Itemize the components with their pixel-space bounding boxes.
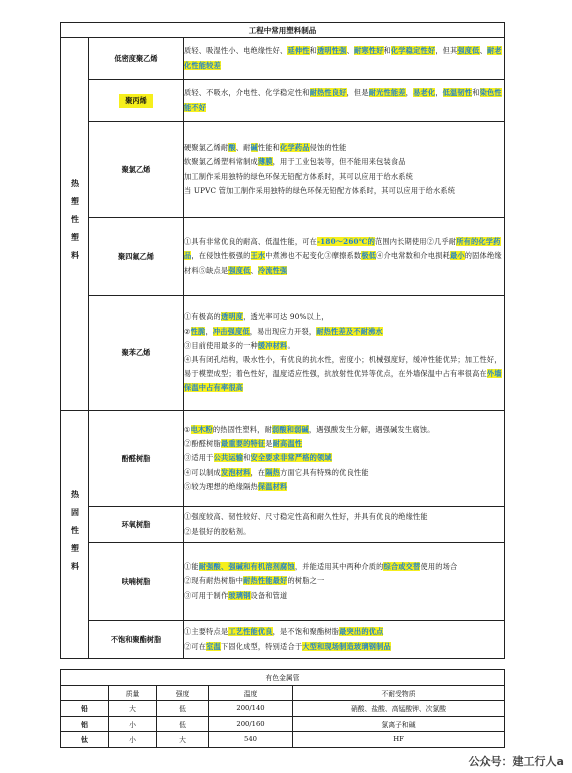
- desc-paragraph: [184, 353, 504, 396]
- desc-text: ②现有耐热树脂中: [184, 576, 244, 586]
- material-name: 聚四氟乙烯: [89, 218, 184, 296]
- desc-text: 和: [472, 88, 480, 98]
- table-cell: 大: [157, 732, 209, 748]
- highlighted-text: 透明性强: [317, 46, 347, 56]
- highlighted-text: 染色性能不好: [184, 88, 502, 112]
- desc-text: ②是很好的胶粘剂。: [184, 526, 251, 536]
- highlighted-text: 所有的化学药品: [184, 237, 501, 261]
- highlighted-text: 室温: [206, 641, 221, 651]
- highlighted-text: 保温材料: [257, 481, 288, 491]
- highlighted-text: -180～260℃的: [316, 237, 375, 247]
- metal-name: 铝: [61, 716, 109, 732]
- desc-text: ，在: [250, 467, 266, 477]
- desc-text: 和: [243, 453, 251, 463]
- metal-name: 钛: [61, 732, 109, 748]
- desc-paragraph: [184, 423, 504, 437]
- header-cell: 质量: [109, 685, 157, 701]
- highlighted-text: 耐光性能差: [368, 88, 406, 98]
- desc-text: 下固化成型，特别适合于: [220, 641, 303, 651]
- desc-text: 、: [479, 46, 487, 56]
- desc-paragraph: [184, 640, 504, 654]
- highlighted-text: 耐寒性好: [353, 46, 384, 56]
- desc-text: ④介电常数和介电损耗: [376, 251, 450, 261]
- table-row: [61, 732, 505, 748]
- desc-text: ③目前使用最多的一种: [184, 340, 258, 350]
- desc-text: ②可在: [184, 641, 207, 651]
- desc-text: 和: [383, 46, 391, 56]
- desc-text: 和: [309, 46, 317, 56]
- table-row: [61, 716, 505, 732]
- desc-text: 方面它具有特殊的优良性能: [280, 467, 369, 477]
- material-name: 不饱和聚酯树脂: [89, 621, 184, 659]
- desc-paragraph: [184, 325, 504, 339]
- material-name: 低密度聚乙烯: [89, 38, 184, 80]
- desc-paragraph: [184, 235, 504, 278]
- desc-text: 的热固性塑料，耐: [212, 424, 272, 434]
- highlighted-text: 耐热性能最好: [243, 576, 288, 586]
- table-cell: 低: [157, 716, 209, 732]
- desc-paragraph: [184, 466, 504, 480]
- desc-text: ⑤较为理想的绝缘隔热: [184, 481, 258, 491]
- material-name: 聚苯乙烯: [89, 296, 184, 411]
- material-name: [89, 80, 184, 122]
- desc-paragraph: [184, 437, 504, 451]
- material-name: 呋喃树脂: [89, 543, 184, 621]
- desc-paragraph: [184, 44, 504, 72]
- desc-text: 侵蚀的性能: [309, 143, 347, 153]
- desc-text: ③适用于: [184, 453, 214, 463]
- highlighted-text: 安全要求非常严格的领域: [250, 453, 332, 463]
- desc-text: ，用于工业包装等，但不能用来包装食品: [272, 157, 406, 167]
- table-cell: 硝酸、盐酸、高锰酸钾、次氯酸: [293, 701, 505, 717]
- highlighted-text: 最突出的优点: [339, 627, 384, 637]
- header-cell: [61, 685, 109, 701]
- material-name: 聚氯乙烯: [89, 122, 184, 218]
- watermark: 公众号：建工行人a: [468, 755, 564, 768]
- highlighted-text: 强度低: [228, 265, 251, 275]
- highlighted-text: 玻璃钢: [228, 590, 251, 600]
- category-thermoplastic: 热塑性塑料: [61, 38, 89, 411]
- highlighted-text: 外墙保温中占有率很高: [184, 369, 502, 393]
- desc-text: 质轻、吸湿性小、电绝缘性好、: [184, 46, 288, 56]
- desc-paragraph: [184, 310, 504, 324]
- desc-text: 、: [250, 265, 258, 275]
- desc-text: ①: [184, 424, 191, 434]
- highlighted-text: 耐强酸、强碱和有机溶剂腐蚀: [198, 562, 295, 572]
- desc-text: 的树脂之一: [287, 576, 325, 586]
- highlighted-text: 最小: [450, 251, 465, 261]
- desc-paragraph: [184, 480, 504, 494]
- highlighted-text: 耐老化性能较差: [184, 46, 502, 70]
- table-cell: 200/160: [209, 716, 293, 732]
- material-desc: [184, 80, 505, 122]
- material-name: 酚醛树脂: [89, 411, 184, 507]
- table-title: 工程中常用塑料制品: [61, 23, 505, 38]
- desc-text: ①能: [184, 562, 199, 572]
- material-desc: [184, 621, 505, 659]
- table-cell: 低: [157, 701, 209, 717]
- highlighted-text: 耐热性差及不耐沸水: [316, 326, 383, 336]
- highlighted-text: 耐热性良好: [309, 88, 347, 98]
- metal-table-title: 有色金属管: [61, 670, 505, 686]
- material-desc: [184, 296, 505, 411]
- desc-text: ，: [205, 326, 213, 336]
- desc-text: ，: [405, 88, 414, 98]
- desc-text: ，易出现应力开裂，: [249, 326, 317, 336]
- highlighted-text: 化学稳定性好: [390, 46, 436, 56]
- plastics-table: [60, 22, 505, 659]
- highlighted-text: 耐高温性: [272, 439, 303, 449]
- material-desc: [184, 218, 505, 296]
- desc-text: 质轻、不吸水，介电性、化学稳定性和: [184, 88, 310, 98]
- highlighted-text: 碱: [250, 143, 258, 153]
- desc-text: 是: [265, 439, 273, 449]
- highlighted-text: 电木粉: [190, 424, 213, 434]
- highlighted-text: 王水: [250, 251, 266, 261]
- desc-text: 范围内长期使用②几乎耐: [374, 237, 457, 247]
- desc-paragraph: [184, 451, 504, 465]
- table-row: [61, 701, 505, 717]
- desc-text: ，并能适用其中两种介质的: [294, 562, 384, 572]
- desc-paragraph: [184, 155, 504, 169]
- desc-paragraph: [184, 574, 504, 588]
- highlighted-text: 缓冲材料: [257, 340, 288, 350]
- desc-text: 设备和管道: [250, 590, 288, 600]
- desc-paragraph: [184, 184, 504, 198]
- highlighted-text: 低温韧性: [442, 88, 473, 98]
- desc-text: ，但是: [346, 88, 369, 98]
- header-cell: 温度: [209, 685, 293, 701]
- table-cell: 小: [109, 716, 157, 732]
- desc-paragraph: [184, 510, 504, 524]
- desc-paragraph: [184, 86, 504, 114]
- highlighted-text: 延伸性: [287, 46, 310, 56]
- highlighted-text: 透明度: [220, 312, 244, 322]
- highlighted-text: 公共运输: [213, 453, 244, 463]
- desc-text: ①有极高的: [184, 312, 221, 322]
- desc-text: 硬聚氯乙烯耐: [184, 143, 229, 153]
- desc-text: 加工制作采用独特的绿色环保无铅配方体系时，其可以应用于给水系统: [184, 171, 414, 181]
- desc-text: ②: [184, 326, 191, 336]
- desc-text: 的固体绝缘材料⑤缺点是: [184, 251, 502, 275]
- highlighted-text: 薄膜: [257, 157, 273, 167]
- desc-text: ，在侵蚀性极强的: [191, 251, 251, 261]
- highlighted-text: 弱酸和弱碱: [271, 424, 309, 434]
- material-desc: [184, 543, 505, 621]
- metal-name: 铅: [61, 701, 109, 717]
- desc-paragraph: [184, 141, 504, 155]
- table-cell: 200/140: [209, 701, 293, 717]
- desc-paragraph: [184, 339, 504, 353]
- highlighted-text: 化学药品: [280, 143, 310, 153]
- highlighted-text: 发泡材料: [220, 467, 251, 477]
- highlighted-text: 冷流性强: [257, 265, 288, 275]
- desc-text: ④具有闭孔结构，吸水性小，有优良的抗水性，密度小；机械强度好，缓冲性能优异；加工性好，易于模塑成型；着色性好，温度适应性强，抗放射性优异等优点，在外墙保温中占有率很高在: [184, 355, 502, 379]
- desc-text: ，: [435, 88, 443, 98]
- desc-text: ①主要特点是: [184, 627, 229, 637]
- table-cell: 氯离子和碱: [293, 716, 505, 732]
- desc-paragraph: [184, 589, 504, 603]
- desc-text: 、耐: [235, 143, 251, 153]
- desc-text: 。: [287, 340, 295, 350]
- desc-paragraph: [184, 170, 504, 184]
- table-cell: 540: [209, 732, 293, 748]
- highlighted-text: 冲击强度低: [212, 326, 250, 336]
- highlighted-text: 极低: [361, 251, 377, 261]
- desc-paragraph: [184, 625, 504, 639]
- category-thermoset: 热固性塑料: [61, 411, 89, 659]
- desc-text: 性能和: [257, 143, 281, 153]
- highlighted-name: 聚丙烯: [119, 94, 153, 108]
- table-cell: 小: [109, 732, 157, 748]
- desc-text: ①强度较高、韧性较好、尺寸稳定性高和耐久性好，并具有优良的绝缘性能: [184, 512, 428, 522]
- table-cell: 大: [109, 701, 157, 717]
- material-desc: [184, 38, 505, 80]
- highlighted-text: 综合或交替: [383, 562, 421, 572]
- material-desc: [184, 411, 505, 507]
- desc-text: 软聚氯乙烯塑料常制成: [184, 157, 258, 167]
- desc-text: ①具有非常优良的耐高、低温性能，可在: [184, 237, 317, 247]
- highlighted-text: 隔热: [265, 467, 281, 477]
- header-cell: 不耐受物质: [293, 685, 505, 701]
- desc-paragraph: [184, 525, 504, 539]
- highlighted-text: 强度低: [457, 46, 480, 56]
- desc-text: ，透光率可达 90%以上，: [243, 312, 329, 322]
- material-desc: [184, 122, 505, 218]
- highlighted-text: 工艺性能优良: [228, 627, 273, 637]
- highlighted-text: 最重要的特征: [220, 439, 266, 449]
- highlighted-text: 大型和现场制造玻璃钢制品: [302, 641, 391, 651]
- desc-text: 当 UPVC 管加工制作采用独特的绿色环保无铅配方体系时，其可以应用于给水系统: [184, 185, 456, 195]
- desc-text: ④可以制成: [184, 467, 221, 477]
- highlighted-text: 酸: [228, 143, 236, 153]
- desc-text: ②酚醛树脂: [184, 439, 221, 449]
- desc-text: 、: [346, 46, 354, 56]
- table-cell: HF: [293, 732, 505, 748]
- desc-text: 中煮沸也不起变化③摩擦系数: [265, 251, 362, 261]
- highlighted-text: 易老化: [413, 88, 436, 98]
- desc-text: ③可用于制作: [184, 590, 229, 600]
- desc-text: ，遇强酸发生分解，遇强碱发生腐蚀。: [308, 424, 435, 434]
- material-name: 环氧树脂: [89, 507, 184, 543]
- desc-text: ，但其: [435, 46, 458, 56]
- desc-text: ，是不饱和聚酯树脂: [272, 627, 340, 637]
- metal-pipe-table: [60, 669, 505, 748]
- desc-paragraph: [184, 560, 504, 574]
- highlighted-text: 性脆: [190, 326, 206, 336]
- desc-text: 使用的场合: [420, 562, 458, 572]
- material-desc: [184, 507, 505, 543]
- header-cell: 强度: [157, 685, 209, 701]
